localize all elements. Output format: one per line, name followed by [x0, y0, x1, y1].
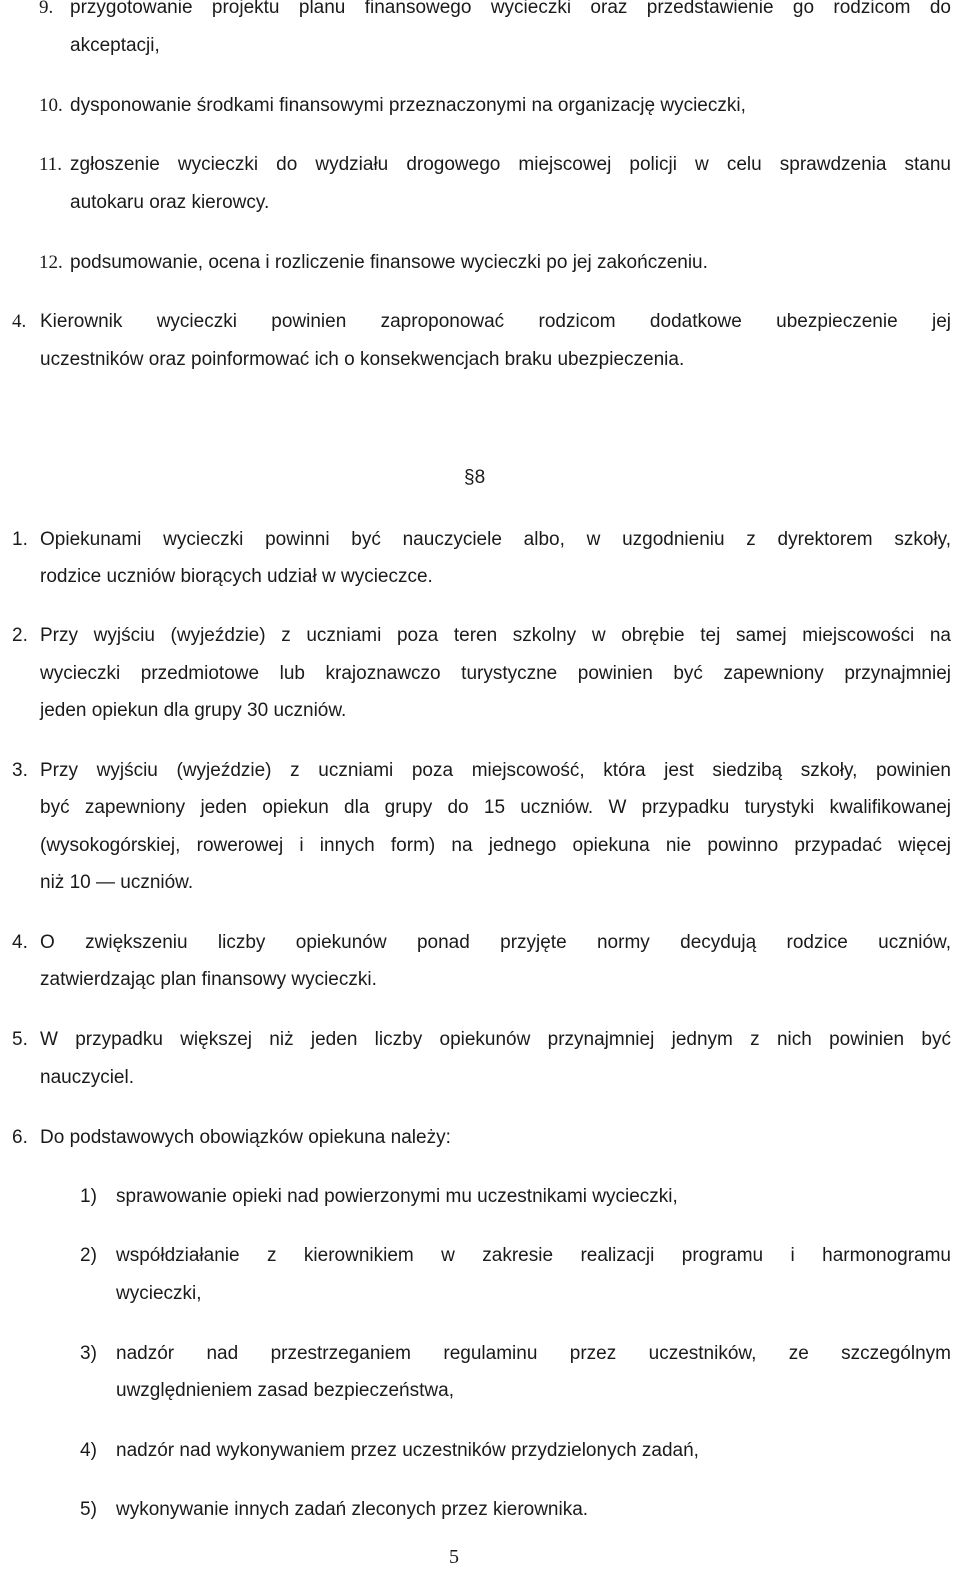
point-text: być zapewniony jeden opiekun dla grupy do 15 uczniów. W przypadku turystyki kwalifikowanej: [40, 797, 951, 818]
list-item-text: autokaru oraz kierowcy.: [70, 192, 270, 213]
point-text: (wysokogórskiej, rowerowej i innych form) na jednego opiekuna nie powinno przypadać więcej: [40, 835, 951, 856]
list-number: 11.: [39, 154, 63, 175]
duty-text: wycieczki,: [116, 1283, 202, 1304]
list-item-text: dysponowanie środkami finansowymi przeznaczonymi na organizację wycieczki,: [70, 95, 746, 116]
list-item-text: podsumowanie, ocena i rozliczenie finansowe wycieczki po jej zakończeniu.: [70, 252, 708, 273]
list-number: 10.: [39, 95, 63, 116]
point-number: 1.: [12, 529, 28, 550]
point-text: nauczyciel.: [40, 1067, 134, 1088]
point-text: W przypadku większej niż jeden liczby opiekunów przynajmniej jednym z nich powinien być: [40, 1029, 951, 1050]
point-text: Przy wyjściu (wyjeździe) z uczniami poza miejscowość, która jest siedzibą szkoły, powinien: [40, 760, 951, 781]
point-text: wycieczki przedmiotowe lub krajoznawczo turystyczne powinien być zapewniony przynajmniej: [40, 663, 951, 684]
point-text: jeden opiekun dla grupy 30 uczniów.: [40, 700, 347, 721]
duty-text: współdziałanie z kierownikiem w zakresie realizacji programu i harmonogramu: [116, 1245, 951, 1266]
duty-text: nadzór nad wykonywaniem przez uczestników przydzielonych zadań,: [116, 1440, 699, 1461]
point-text: Kierownik wycieczki powinien zaproponować rodzicom dodatkowe ubezpieczenie jej: [40, 311, 951, 332]
point-text: zatwierdzając plan finansowy wycieczki.: [40, 969, 377, 990]
duty-number: 2): [80, 1245, 97, 1266]
duty-text: nadzór nad przestrzeganiem regulaminu przez uczestników, ze szczególnym: [116, 1343, 951, 1364]
point-number: 4.: [12, 932, 28, 953]
point-text: O zwiększeniu liczby opiekunów ponad przyjęte normy decydują rodzice uczniów,: [40, 932, 951, 953]
duty-number: 5): [80, 1499, 97, 1520]
point-text: Do podstawowych obowiązków opiekuna należy:: [40, 1127, 451, 1148]
point-number: 5.: [12, 1029, 28, 1050]
point-text: rodzice uczniów biorących udział w wycieczce.: [40, 566, 433, 587]
duty-text: sprawowanie opieki nad powierzonymi mu uczestnikami wycieczki,: [116, 1186, 678, 1207]
duty-text: wykonywanie innych zadań zleconych przez kierownika.: [116, 1499, 589, 1520]
point-number: 2.: [12, 625, 28, 646]
list-number: 9.: [39, 0, 54, 18]
point-text: uczestników oraz poinformować ich o konsekwencjach braku ubezpieczenia.: [40, 349, 685, 370]
point-number: 6.: [12, 1127, 28, 1148]
duty-number: 4): [80, 1440, 97, 1461]
list-item-text: przygotowanie projektu planu finansowego wycieczki oraz przedstawienie go rodzicom do: [70, 0, 951, 18]
list-item-text: zgłoszenie wycieczki do wydziału drogowego miejscowej policji w celu sprawdzenia stanu: [70, 154, 951, 175]
point-text: niż 10 — uczniów.: [40, 872, 194, 893]
section-heading: §8: [464, 467, 486, 488]
page-number: 5: [449, 1546, 459, 1568]
duty-number: 1): [80, 1186, 97, 1207]
point-text: Przy wyjściu (wyjeździe) z uczniami poza teren szkolny w obrębie tej samej miejscowości na: [40, 625, 951, 646]
point-number: 4.: [12, 311, 27, 332]
list-item-text: akceptacji,: [70, 35, 160, 56]
duty-number: 3): [80, 1343, 97, 1364]
list-number: 12.: [39, 252, 63, 273]
duty-text: uwzględnieniem zasad bezpieczeństwa,: [116, 1380, 454, 1401]
point-number: 3.: [12, 760, 28, 781]
point-text: Opiekunami wycieczki powinni być nauczyciele albo, w uzgodnieniu z dyrektorem szkoły,: [40, 529, 951, 550]
